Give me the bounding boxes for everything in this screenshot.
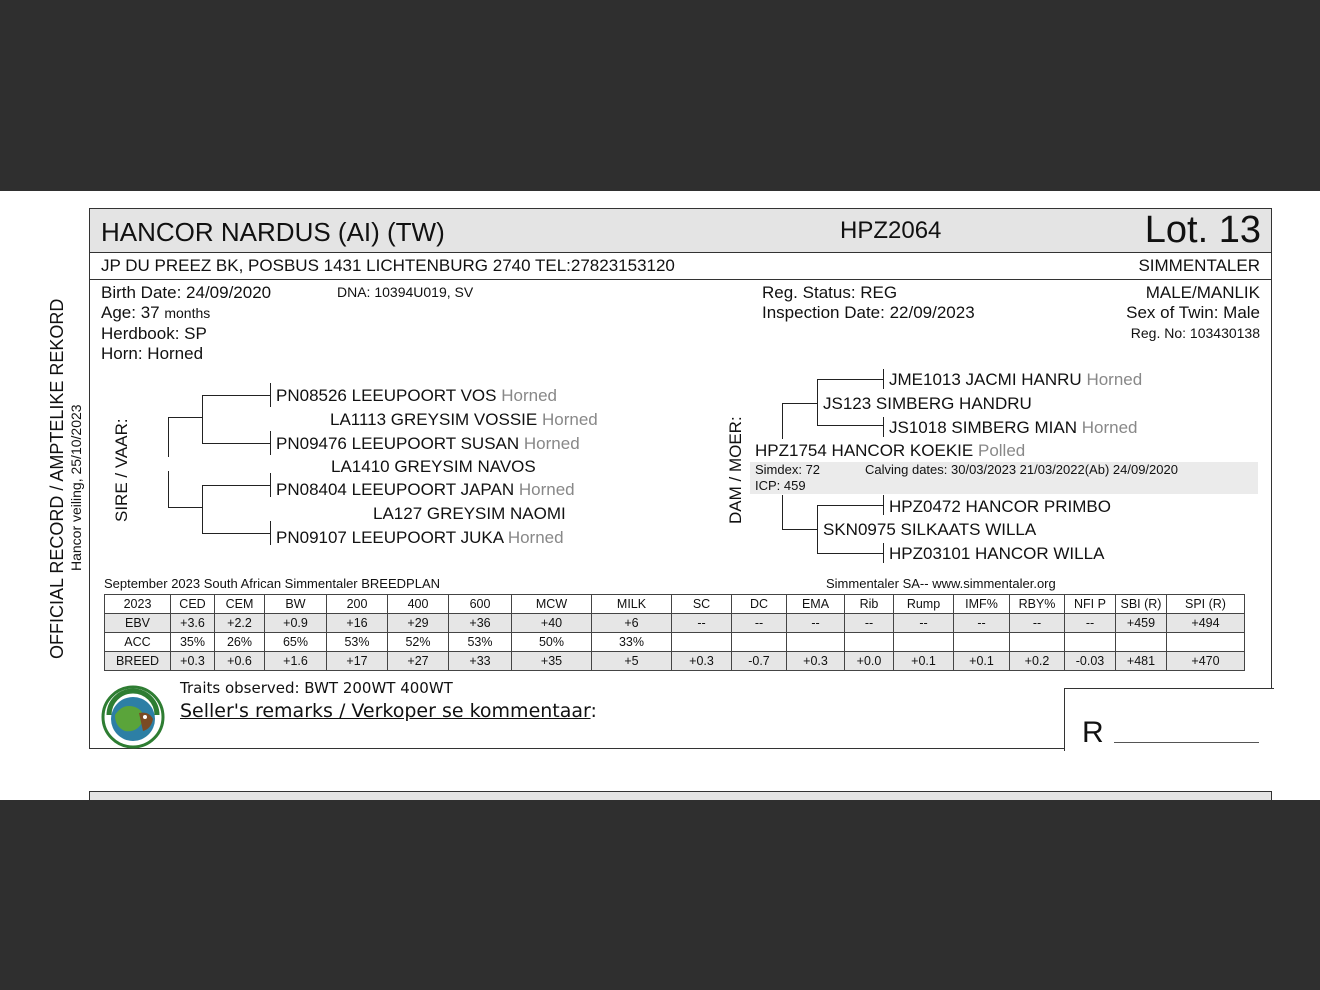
- next-lot-card: [89, 791, 1272, 800]
- ebv-cell: +16: [327, 614, 388, 633]
- horn-status: Horn: Horned: [101, 344, 204, 363]
- ebv-cell: 53%: [449, 633, 512, 652]
- ebv-cell: +5: [592, 652, 672, 671]
- ebv-cell: [894, 633, 954, 652]
- ebv-header-cell: MILK: [592, 595, 672, 614]
- ebv-cell: 33%: [592, 633, 672, 652]
- owner-info: JP DU PREEZ BK, POSBUS 1431 LICHTENBURG 2740 TEL:27823153120: [101, 256, 675, 275]
- ebv-cell: -0.7: [732, 652, 787, 671]
- simmentaler-logo: [101, 685, 165, 749]
- ebv-header-cell: MCW: [512, 595, 592, 614]
- ebv-cell: --: [954, 614, 1010, 633]
- ebv-cell: EBV: [105, 614, 171, 633]
- sire-sire-dam: PN09476 LEEUPOORT SUSAN Horned: [276, 434, 580, 453]
- ebv-header-cell: DC: [732, 595, 787, 614]
- ebv-header-cell: SPI (R): [1167, 595, 1245, 614]
- ebv-cell: +2.2: [215, 614, 265, 633]
- ebv-header-cell: BW: [265, 595, 327, 614]
- catalog-page: [0, 191, 1320, 800]
- ebv-cell: 52%: [388, 633, 449, 652]
- price-line: [1114, 742, 1259, 743]
- ebv-cell: 50%: [512, 633, 592, 652]
- ebv-table: [104, 594, 1245, 671]
- lot-number: Lot. 13: [1144, 209, 1261, 251]
- ebv-cell: +0.9: [265, 614, 327, 633]
- sex: MALE/MANLIK: [1145, 283, 1260, 302]
- breedplan-caption: September 2023 South African Simmentaler BREEDPLAN: [104, 576, 441, 591]
- ebv-cell: +494: [1167, 614, 1245, 633]
- dna-info: DNA: 10394U019, SV: [337, 284, 474, 300]
- ebv-header-cell: RBY%: [1010, 595, 1065, 614]
- ebv-header-cell: SBI (R): [1116, 595, 1167, 614]
- ebv-cell: +470: [1167, 652, 1245, 671]
- registration-code: HPZ2064: [840, 217, 942, 244]
- ebv-cell: ACC: [105, 633, 171, 652]
- ebv-cell: 26%: [215, 633, 265, 652]
- ebv-row: [105, 633, 1245, 652]
- price-prefix: R: [1082, 716, 1104, 749]
- sire-dam-sire: PN08404 LEEUPOORT JAPAN Horned: [276, 480, 575, 499]
- ebv-header-cell: EMA: [787, 595, 845, 614]
- dam-sire-sire: JME1013 JACMI HANRU Horned: [889, 370, 1143, 389]
- ebv-header-cell: SC: [672, 595, 732, 614]
- ebv-cell: +35: [512, 652, 592, 671]
- ebv-cell: [1065, 633, 1116, 652]
- ebv-cell: +0.3: [787, 652, 845, 671]
- ebv-header-row: [105, 595, 1245, 614]
- ebv-cell: +29: [388, 614, 449, 633]
- lot-card: [89, 208, 1272, 749]
- ebv-cell: [845, 633, 894, 652]
- ebv-header-cell: Rump: [894, 595, 954, 614]
- inspection-date: Inspection Date: 22/09/2023: [762, 303, 975, 322]
- ebv-cell: +0.1: [954, 652, 1010, 671]
- ebv-header-cell: 200: [327, 595, 388, 614]
- dam-label: DAM / MOER:: [726, 416, 745, 524]
- ebv-header-cell: CEM: [215, 595, 265, 614]
- icp: ICP: 459: [755, 478, 806, 493]
- ebv-cell: [672, 633, 732, 652]
- ebv-cell: --: [845, 614, 894, 633]
- dam-sire: JS123 SIMBERG HANDRU: [823, 394, 1032, 413]
- ebv-cell: +1.6: [265, 652, 327, 671]
- ebv-cell: [787, 633, 845, 652]
- sire-label: SIRE / VAAR:: [112, 418, 131, 522]
- ebv-cell: [954, 633, 1010, 652]
- twin-sex: Sex of Twin: Male: [1126, 303, 1260, 322]
- ebv-cell: +0.1: [894, 652, 954, 671]
- ebv-cell: -0.03: [1065, 652, 1116, 671]
- ebv-cell: +481: [1116, 652, 1167, 671]
- ebv-cell: +3.6: [171, 614, 215, 633]
- ebv-cell: --: [672, 614, 732, 633]
- reg-status: Reg. Status: REG: [762, 283, 898, 302]
- traits-observed: Traits observed: BWT 200WT 400WT: [180, 679, 453, 697]
- price-box[interactable]: [1064, 688, 1274, 751]
- ebv-cell: +27: [388, 652, 449, 671]
- ebv-cell: +459: [1116, 614, 1167, 633]
- herdbook: Herdbook: SP: [101, 324, 207, 343]
- ebv-cell: +0.2: [1010, 652, 1065, 671]
- dam-sire-dam: JS1018 SIMBERG MIAN Horned: [889, 418, 1138, 437]
- sire-dam-dam: PN09107 LEEUPOORT JUKA Horned: [276, 528, 564, 547]
- ebv-header-cell: 600: [449, 595, 512, 614]
- ebv-cell: [1116, 633, 1167, 652]
- ebv-cell: --: [894, 614, 954, 633]
- ebv-cell: +0.0: [845, 652, 894, 671]
- ebv-row: [105, 652, 1245, 671]
- ebv-row: [105, 614, 1245, 633]
- dam-dam-sire: HPZ0472 HANCOR PRIMBO: [889, 497, 1111, 516]
- ebv-header-cell: NFI P: [1065, 595, 1116, 614]
- ebv-header-cell: IMF%: [954, 595, 1010, 614]
- ebv-cell: +0.3: [171, 652, 215, 671]
- ebv-cell: 35%: [171, 633, 215, 652]
- ebv-header-cell: 400: [388, 595, 449, 614]
- dam-dam-dam: HPZ03101 HANCOR WILLA: [889, 544, 1105, 563]
- owner-bar: [90, 252, 1271, 280]
- title-bar: [90, 209, 1271, 253]
- auction-label: Hancor veiling, 25/10/2023: [68, 404, 84, 571]
- official-record-label: OFFICIAL RECORD / AMPTELIKE REKORD: [47, 298, 67, 659]
- calving-dates: Calving dates: 30/03/2023 21/03/2022(Ab) 24/09/2020: [865, 462, 1178, 477]
- ebv-cell: --: [1010, 614, 1065, 633]
- birth-date: Birth Date: 24/09/2020: [101, 283, 272, 302]
- ebv-cell: BREED: [105, 652, 171, 671]
- ebv-header-cell: CED: [171, 595, 215, 614]
- seller-remarks-label: Seller's remarks / Verkoper se kommentaar:: [180, 700, 597, 722]
- ebv-cell: [732, 633, 787, 652]
- sire-sire-sire: PN08526 LEEUPOORT VOS Horned: [276, 386, 557, 405]
- ebv-cell: +0.6: [215, 652, 265, 671]
- simdex: Simdex: 72: [755, 462, 821, 477]
- breedplan-site: Simmentaler SA-- www.simmentaler.org: [826, 576, 1056, 591]
- ebv-cell: +6: [592, 614, 672, 633]
- dam: HPZ1754 HANCOR KOEKIE Polled: [755, 441, 1026, 460]
- age: Age: 37 months: [101, 303, 211, 322]
- ebv-header-cell: 2023: [105, 595, 171, 614]
- ebv-cell: [1167, 633, 1245, 652]
- ebv-cell: [1010, 633, 1065, 652]
- ebv-cell: +17: [327, 652, 388, 671]
- ebv-cell: +40: [512, 614, 592, 633]
- ebv-cell: --: [1065, 614, 1116, 633]
- ebv-cell: +0.3: [672, 652, 732, 671]
- breed-name: SIMMENTALER: [1138, 256, 1260, 275]
- ebv-cell: --: [787, 614, 845, 633]
- ebv-cell: 53%: [327, 633, 388, 652]
- sire-sire: LA1113 GREYSIM VOSSIE Horned: [330, 410, 598, 429]
- ebv-cell: 65%: [265, 633, 327, 652]
- sire: LA1410 GREYSIM NAVOS: [331, 457, 536, 476]
- dam-dam: SKN0975 SILKAATS WILLA: [823, 520, 1037, 539]
- sire-dam: LA127 GREYSIM NAOMI: [373, 504, 566, 523]
- animal-name: HANCOR NARDUS (AI) (TW): [101, 217, 445, 247]
- ebv-header-cell: Rib: [845, 595, 894, 614]
- ebv-cell: +36: [449, 614, 512, 633]
- ebv-cell: --: [732, 614, 787, 633]
- ebv-cell: +33: [449, 652, 512, 671]
- reg-no: Reg. No: 103430138: [1130, 325, 1260, 341]
